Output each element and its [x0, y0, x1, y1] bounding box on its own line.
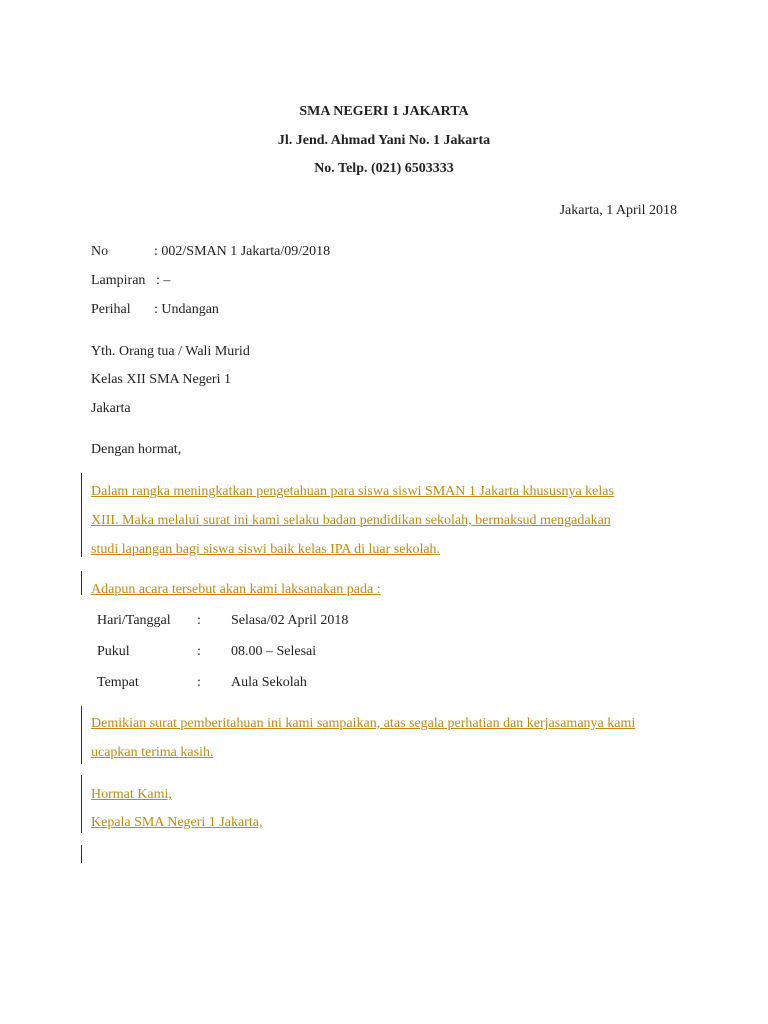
event-time-colon: :	[197, 644, 201, 659]
event-time-value: 08.00 – Selesai	[231, 644, 317, 659]
attachment-value: : –	[156, 273, 171, 288]
letter-date: Jakarta, 1 April 2018	[559, 203, 677, 218]
event-day-value: Selasa/02 April 2018	[231, 613, 349, 628]
school-phone: No. Telp. (021) 6503333	[314, 161, 454, 176]
event-place-colon: :	[197, 675, 201, 690]
event-day-colon: :	[197, 613, 201, 628]
closing-line: Demikian surat pemberitahuan ini kami sampaikan, atas segala perhatian dan kerjasamanya kami	[91, 716, 636, 731]
signature-salutation: Hormat Kami,	[91, 787, 172, 802]
reference-number-value: : 002/SMAN 1 Jakarta/09/2018	[154, 244, 331, 259]
recipient-line: Yth. Orang tua / Wali Murid	[91, 344, 250, 359]
body-paragraph-line: Dalam rangka meningkatkan pengetahuan para siswa siswi SMAN 1 Jakarta khususnya kelas	[91, 484, 614, 499]
change-bar	[81, 571, 82, 595]
subject-label: Perihal	[91, 302, 131, 317]
closing-line: ucapkan terima kasih.	[91, 745, 214, 760]
event-time-label: Pukul	[97, 644, 130, 659]
recipient-line: Kelas XII SMA Negeri 1	[91, 372, 231, 387]
body-paragraph-line: XIII. Maka melalui surat ini kami selaku badan pendidikan sekolah, bermaksud mengadakan	[91, 513, 611, 528]
event-day-label: Hari/Tanggal	[97, 613, 171, 628]
signature-title: Kepala SMA Negeri 1 Jakarta,	[91, 815, 263, 830]
body-paragraph-line: studi lapangan bagi siswa siswi baik kelas IPA di luar sekolah.	[91, 542, 441, 557]
attachment-label: Lampiran	[91, 273, 146, 288]
greeting: Dengan hormat,	[91, 442, 182, 457]
subject-value: : Undangan	[154, 302, 219, 317]
change-bar	[81, 845, 82, 863]
school-name-heading: SMA NEGERI 1 JAKARTA	[299, 104, 469, 119]
recipient-line: Jakarta	[91, 401, 131, 416]
change-bar	[81, 775, 82, 833]
event-intro-line: Adapun acara tersebut akan kami laksanakan pada :	[91, 582, 381, 597]
change-bar	[81, 706, 82, 764]
event-place-label: Tempat	[97, 675, 139, 690]
change-bar	[81, 473, 82, 557]
school-address: Jl. Jend. Ahmad Yani No. 1 Jakarta	[277, 133, 491, 148]
event-place-value: Aula Sekolah	[231, 675, 307, 690]
reference-number-label: No	[91, 244, 109, 259]
